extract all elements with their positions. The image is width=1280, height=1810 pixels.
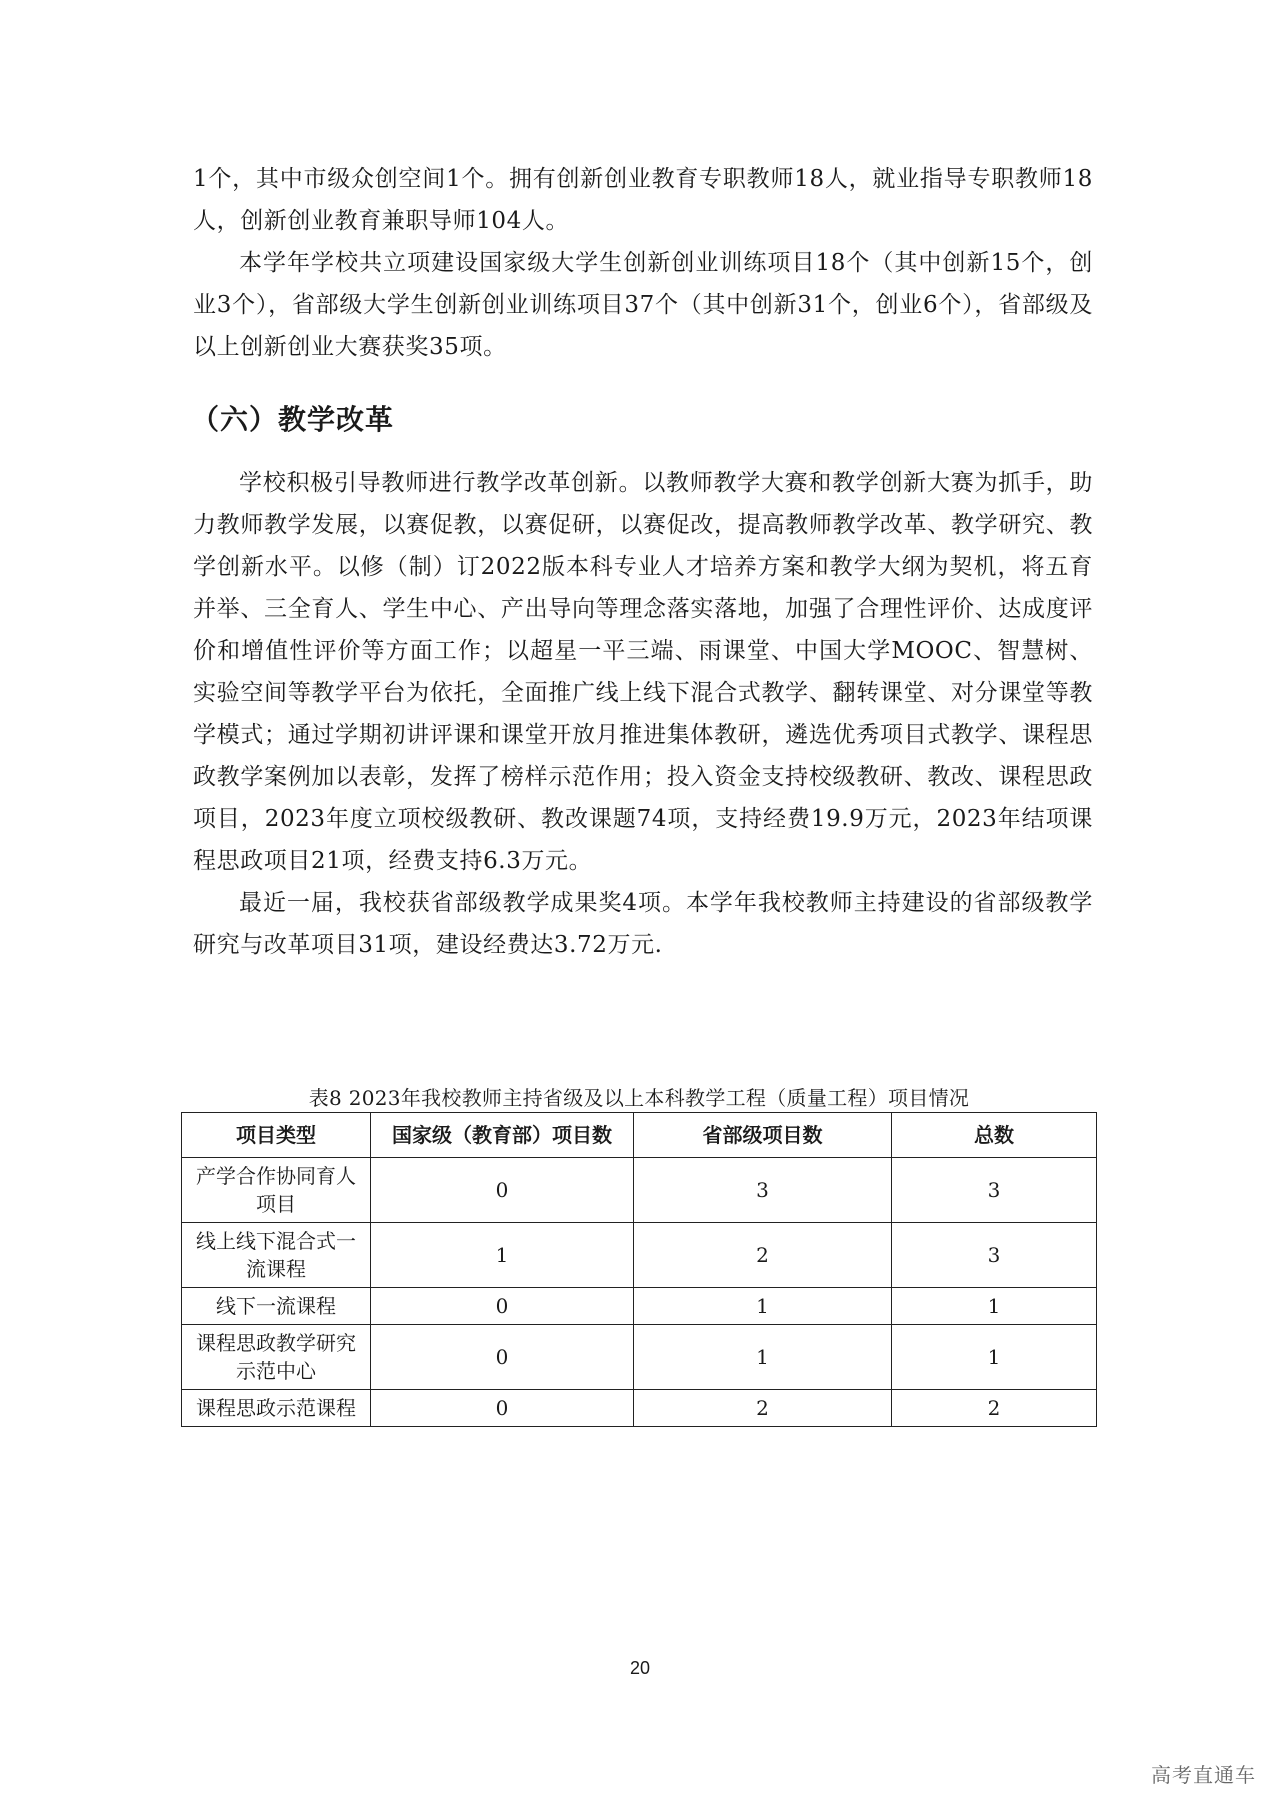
table-cell: 0 bbox=[371, 1390, 634, 1427]
document-body bbox=[193, 158, 1093, 966]
table-cell: 2 bbox=[634, 1223, 892, 1288]
table-row bbox=[182, 1390, 1097, 1427]
table-cell: 0 bbox=[371, 1288, 634, 1325]
table-caption: 表8 2023年我校教师主持省级及以上本科教学工程（质量工程）项目情况 bbox=[308, 1086, 970, 1110]
table-cell: 1 bbox=[371, 1223, 634, 1288]
table-header-cell: 省部级项目数 bbox=[634, 1113, 892, 1158]
table-cell: 课程思政示范课程 bbox=[182, 1390, 371, 1427]
table-cell: 课程思政教学研究示范中心 bbox=[182, 1325, 371, 1390]
section-title: （六）教学改革 bbox=[191, 403, 395, 436]
paragraph: 学校积极引导教师进行教学改革创新。以教师教学大赛和教学创新大赛为抓手，助力教师教学发展，以赛促教，以赛促研，以赛促改，提高教师教学改革、教学研究、教学创新水平。以修（制）订2022版本科专业人才培养方案和教学大纲为契机，将五育并举、三全育人、学生中心、产出导向等理念落实落地，加强了合理性评价、达成度评价和增值性评价等方面工作；以超星一平三端、雨课堂、中国大学MOOC、智慧树、实验空间等教学平台为依托，全面推广线上线下混合式教学、翻转课堂、对分课堂等教学模式；通过学期初讲评课和课堂开放月推进集体教研，遴选优秀项目式教学、课程思政教学案例加以表彰，发挥了榜样示范作用；投入资金支持校级教研、教改、课程思政项目，2023年度立项校级教研、教改课题74项，支持经费19.9万元，2023年结项课程思政项目21项，经费支持6.3万元。 bbox=[193, 470, 1093, 874]
table-cell: 3 bbox=[892, 1223, 1097, 1288]
table-cell: 3 bbox=[634, 1158, 892, 1223]
table-cell: 2 bbox=[892, 1390, 1097, 1427]
table-cell: 1 bbox=[634, 1325, 892, 1390]
table-cell: 0 bbox=[371, 1325, 634, 1390]
page-number: 20 bbox=[629, 1658, 651, 1678]
table-header-cell: 项目类型 bbox=[182, 1113, 371, 1158]
table-cell: 1 bbox=[892, 1325, 1097, 1390]
table-cell: 线下一流课程 bbox=[182, 1288, 371, 1325]
table-header-cell: 国家级（教育部）项目数 bbox=[371, 1113, 634, 1158]
table-header-cell: 总数 bbox=[892, 1113, 1097, 1158]
paragraph: 1个，其中市级众创空间1个。拥有创新创业教育专职教师18人，就业指导专职教师18人，创新创业教育兼职导师104人。 bbox=[193, 166, 1093, 234]
table-row bbox=[182, 1223, 1097, 1288]
table-cell: 产学合作协同育人项目 bbox=[182, 1158, 371, 1223]
table-cell: 2 bbox=[634, 1390, 892, 1427]
table-cell: 1 bbox=[892, 1288, 1097, 1325]
table-cell: 3 bbox=[892, 1158, 1097, 1223]
table-header-row bbox=[182, 1113, 1097, 1158]
table-cell: 1 bbox=[634, 1288, 892, 1325]
project-table bbox=[181, 1112, 1097, 1427]
table-row bbox=[182, 1325, 1097, 1390]
paragraph: 最近一届，我校获省部级教学成果奖4项。本学年我校教师主持建设的省部级教学研究与改革项目31项，建设经费达3.72万元. bbox=[193, 890, 1093, 958]
table-row bbox=[182, 1158, 1097, 1223]
table-cell: 0 bbox=[371, 1158, 634, 1223]
table-cell: 线上线下混合式一流课程 bbox=[182, 1223, 371, 1288]
watermark-text: 高考直通车 bbox=[1151, 1763, 1256, 1787]
project-table-wrapper bbox=[181, 1112, 1097, 1427]
paragraph: 本学年学校共立项建设国家级大学生创新创业训练项目18个（其中创新15个，创业3个），省部级大学生创新创业训练项目37个（其中创新31个，创业6个），省部级及以上创新创业大赛获奖35项。 bbox=[193, 250, 1093, 360]
table-row bbox=[182, 1288, 1097, 1325]
